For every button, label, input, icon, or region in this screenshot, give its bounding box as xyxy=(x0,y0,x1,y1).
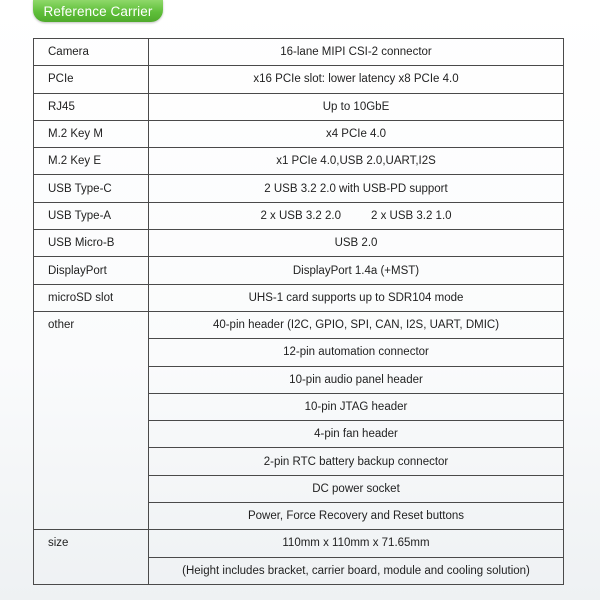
row-label-size: size xyxy=(34,530,149,585)
row-value: x16 PCIe slot: lower latency x8 PCIe 4.0 xyxy=(149,66,564,93)
table-row xyxy=(34,202,564,229)
row-value: 12-pin automation connector xyxy=(149,339,564,366)
row-label: microSD slot xyxy=(34,284,149,311)
spec-table xyxy=(33,38,564,585)
row-label: PCIe xyxy=(34,66,149,93)
row-value: USB 2.0 xyxy=(149,230,564,257)
row-label: M.2 Key M xyxy=(34,120,149,147)
row-value: 10-pin audio panel header xyxy=(149,366,564,393)
row-value: 2-pin RTC battery backup connector xyxy=(149,448,564,475)
row-label: Camera xyxy=(34,39,149,66)
row-value: 10-pin JTAG header xyxy=(149,393,564,420)
table-row xyxy=(34,230,564,257)
row-value: 16-lane MIPI CSI-2 connector xyxy=(149,39,564,66)
row-label: DisplayPort xyxy=(34,257,149,284)
section-title-badge xyxy=(33,0,163,22)
table-row xyxy=(34,120,564,147)
table-row xyxy=(34,530,564,557)
row-value: x4 PCIe 4.0 xyxy=(149,120,564,147)
table-row xyxy=(34,257,564,284)
row-value: UHS-1 card supports up to SDR104 mode xyxy=(149,284,564,311)
row-value xyxy=(149,202,564,229)
table-row xyxy=(34,311,564,338)
row-label: USB Micro-B xyxy=(34,230,149,257)
table-row xyxy=(34,39,564,66)
row-value: 2 USB 3.2 2.0 with USB-PD support xyxy=(149,175,564,202)
row-value: DisplayPort 1.4a (+MST) xyxy=(149,257,564,284)
table-row xyxy=(34,66,564,93)
row-label: M.2 Key E xyxy=(34,148,149,175)
row-value-part-b: 2 x USB 3.2 1.0 xyxy=(371,209,452,222)
table-row xyxy=(34,175,564,202)
table-row xyxy=(34,93,564,120)
row-value-part-a: 2 x USB 3.2 2.0 xyxy=(260,209,341,222)
row-label: USB Type-A xyxy=(34,202,149,229)
row-value: DC power socket xyxy=(149,475,564,502)
row-value: Power, Force Recovery and Reset buttons xyxy=(149,503,564,530)
row-value: (Height includes bracket, carrier board, module and cooling solution) xyxy=(149,557,564,584)
row-value: x1 PCIe 4.0,USB 2.0,UART,I2S xyxy=(149,148,564,175)
row-label-other: other xyxy=(34,311,149,529)
row-value: 110mm x 110mm x 71.65mm xyxy=(149,530,564,557)
row-value: Up to 10GbE xyxy=(149,93,564,120)
table-row xyxy=(34,284,564,311)
row-label: RJ45 xyxy=(34,93,149,120)
section-title: Reference Carrier xyxy=(43,3,153,19)
table-row xyxy=(34,148,564,175)
row-value: 40-pin header (I2C, GPIO, SPI, CAN, I2S, UART, DMIC) xyxy=(149,311,564,338)
row-label: USB Type-C xyxy=(34,175,149,202)
row-value: 4-pin fan header xyxy=(149,421,564,448)
